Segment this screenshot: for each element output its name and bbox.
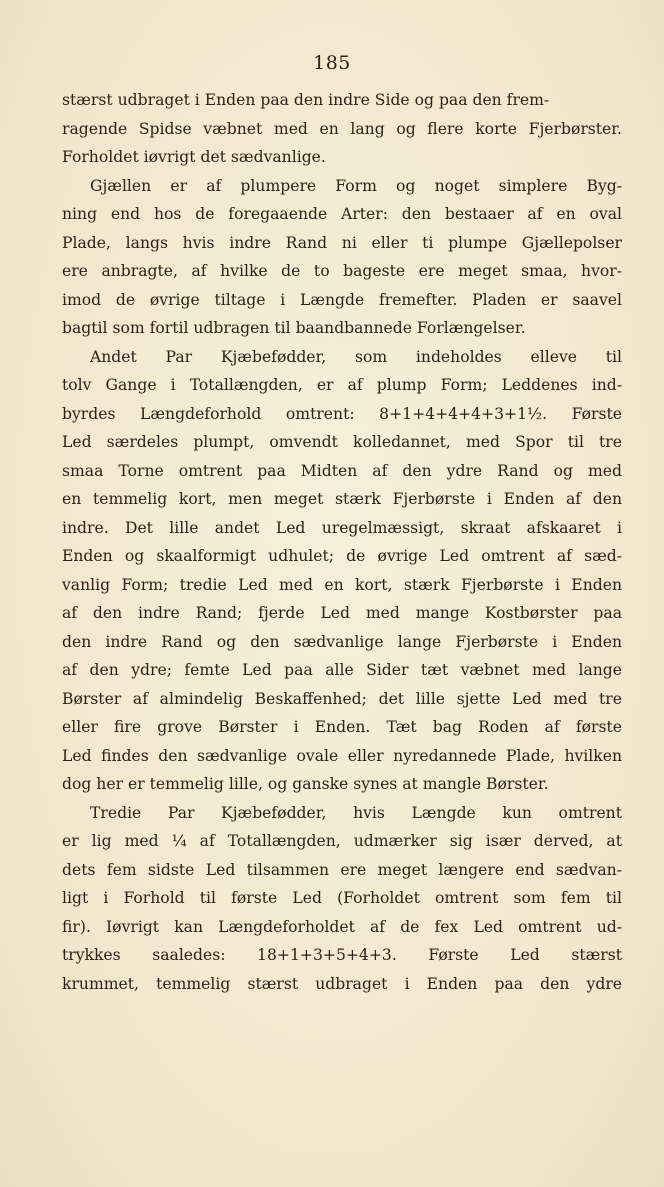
text-line: eller fire grove Børster i Enden. Tæt bag Roden af første	[62, 718, 622, 736]
text-line: Led særdeles plumpt, omvendt kolledannet, med Spor til tre	[62, 433, 622, 451]
text-line: er lig med ¼ af Totallængden, udmærker sig især derved, at	[62, 832, 622, 850]
text-line: Andet Par Kjæbefødder, som indeholdes elleve til	[90, 347, 622, 366]
text-line: vanlig Form; tredie Led med en kort, stærk Fjerbørste i Enden	[62, 575, 622, 594]
text-line: Led findes den sædvanlige ovale eller nyredannede Plade, hvilken	[62, 746, 622, 765]
text-line: dets fem sidste Led tilsammen ere meget længere end sædvan-	[62, 860, 622, 879]
text-line: Enden og skaalformigt udhulet; de øvrige Led omtrent af sæd-	[62, 547, 622, 565]
text-line: ragende Spidse væbnet med en lang og flere korte Fjerbørster.	[62, 119, 622, 138]
text-line: ning end hos de foregaaende Arter: den bestaaer af en oval	[62, 205, 622, 223]
text-line: imod de øvrige tiltage i Længde fremefter. Pladen er saavel	[62, 290, 622, 309]
page-number: 185	[313, 52, 351, 74]
body-text	[62, 86, 622, 998]
text-line: Børster af almindelig Beskaffenhed; det lille sjette Led med tre	[62, 689, 622, 708]
text-line: bagtil som fortil udbragen til baandbannede Forlængelser.	[62, 319, 526, 337]
text-line: dog her er temmelig lille, og ganske synes at mangle Børster.	[62, 775, 549, 793]
text-line: trykkes saaledes: 18+1+3+5+4+3. Første Led stærst	[62, 946, 622, 964]
text-line: Plade, langs hvis indre Rand ni eller ti plumpe Gjællepolser	[62, 233, 622, 252]
text-line: byrdes Længdeforhold omtrent: 8+1+4+4+4+3+1½. Første	[62, 404, 622, 423]
text-line: krummet, temmelig stærst udbraget i Enden paa den ydre	[62, 974, 622, 993]
text-line: af den ydre; femte Led paa alle Sider tæt væbnet med lange	[62, 661, 622, 679]
text-line: stærst udbraget i Enden paa den indre Side og paa den frem-	[62, 91, 550, 109]
text-line: smaa Torne omtrent paa Midten af den ydre Rand og med	[62, 461, 622, 480]
text-line: den indre Rand og den sædvanlige lange Fjerbørste i Enden	[62, 632, 622, 651]
text-line: af den indre Rand; fjerde Led med mange Kostbørster paa	[62, 604, 622, 622]
text-line: tolv Gange i Totallængden, er af plump Form; Leddenes ind-	[62, 376, 622, 394]
text-line: Forholdet iøvrigt det sædvanlige.	[62, 148, 326, 166]
text-line: indre. Det lille andet Led uregelmæssigt, skraat afskaaret i	[62, 518, 622, 537]
text-line: Gjællen er af plumpere Form og noget simplere Byg-	[90, 176, 622, 195]
text-line: ere anbragte, af hvilke de to bageste ere meget smaa, hvor-	[62, 262, 622, 280]
text-line: ligt i Forhold til første Led (Forholdet omtrent som fem til	[62, 889, 622, 907]
text-line: en temmelig kort, men meget stærk Fjerbørste i Enden af den	[62, 490, 622, 508]
text-line: Tredie Par Kjæbefødder, hvis Længde kun omtrent	[90, 803, 622, 822]
text-line: fir). Iøvrigt kan Længdeforholdet af de fex Led omtrent ud-	[62, 917, 622, 936]
